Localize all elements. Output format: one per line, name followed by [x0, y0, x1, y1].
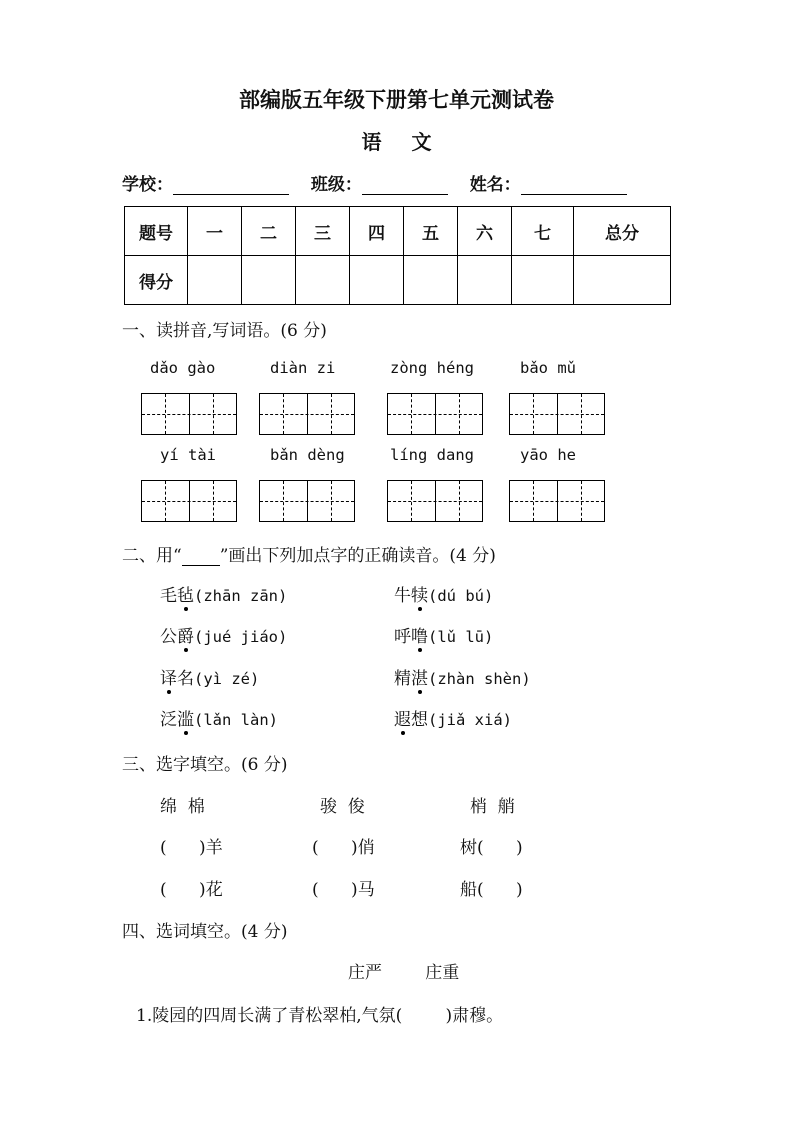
- char-group: 梢 艄: [470, 797, 515, 817]
- dotted-char: 滥: [177, 710, 194, 730]
- pinyin-label: yí tài: [160, 446, 216, 464]
- fill-blank[interactable]: ( )花: [160, 880, 223, 900]
- question-1[interactable]: 1.陵园的四周长满了青松翠柏,气氛( )肃穆。: [136, 1006, 504, 1026]
- score-cell[interactable]: [350, 256, 404, 305]
- writing-grid[interactable]: [259, 393, 355, 435]
- dotted-char: 遐: [394, 710, 411, 730]
- score-cell[interactable]: [242, 256, 296, 305]
- writing-grid[interactable]: [387, 480, 483, 522]
- table-cell: 一: [188, 207, 242, 256]
- underline-sample: [182, 551, 220, 566]
- table-cell: 题号: [125, 207, 188, 256]
- reading-item: [160, 581, 287, 606]
- section1-heading: 一、读拼音,写词语。(6 分): [122, 321, 327, 341]
- writing-grid[interactable]: [387, 393, 483, 435]
- table-cell: 得分: [125, 256, 188, 305]
- dotted-char: 噜: [411, 627, 428, 647]
- dotted-char: 毡: [177, 586, 194, 606]
- dotted-char: 爵: [177, 627, 194, 647]
- class-label: 班级：: [310, 175, 362, 195]
- item-char: 名: [177, 669, 194, 689]
- page-title: 部编版五年级下册第七单元测试卷: [239, 87, 554, 112]
- reading-item: [394, 581, 493, 606]
- pinyin-label: zòng héng: [390, 359, 474, 377]
- fill-blank[interactable]: ( )马: [312, 880, 375, 900]
- score-table: [124, 206, 671, 305]
- pinyin-label: bǎo mǔ: [520, 359, 576, 377]
- writing-grid[interactable]: [141, 480, 237, 522]
- item-char: 公: [160, 627, 177, 647]
- reading-item: [394, 664, 531, 689]
- pinyin-label: dǎo gào: [150, 359, 216, 377]
- item-char: 呼: [394, 627, 411, 647]
- section2-heading: [122, 541, 496, 566]
- pinyin-label: líng dang: [390, 446, 474, 464]
- item-char: 牛: [394, 586, 411, 606]
- subject-title: 语文: [361, 130, 462, 154]
- section4-heading: 四、选词填空。(4 分): [122, 922, 288, 942]
- table-cell: 三: [296, 207, 350, 256]
- fill-blank[interactable]: ( )俏: [312, 838, 375, 858]
- reading-item: [160, 705, 278, 730]
- pinyin-label: bǎn dèng: [270, 446, 345, 464]
- dotted-char: 译: [160, 669, 177, 689]
- pinyin-options[interactable]: (lǔ lū): [428, 628, 494, 646]
- writing-grid[interactable]: [509, 393, 605, 435]
- school-label: 学校：: [122, 175, 173, 195]
- item-char: 精: [394, 669, 411, 689]
- writing-grid[interactable]: [141, 393, 237, 435]
- school-field[interactable]: [173, 176, 289, 195]
- score-cell[interactable]: [188, 256, 242, 305]
- student-info-line: [122, 170, 627, 195]
- item-char: 想: [411, 710, 428, 730]
- pinyin-options[interactable]: (jiǎ xiá): [428, 711, 512, 729]
- reading-item: [160, 664, 259, 689]
- section2-heading-pre: 二、用“: [122, 546, 182, 566]
- score-cell[interactable]: [458, 256, 512, 305]
- score-cell[interactable]: [574, 256, 671, 305]
- dotted-char: 犊: [411, 586, 428, 606]
- dotted-char: 湛: [411, 669, 428, 689]
- table-cell: 六: [458, 207, 512, 256]
- pinyin-label: yāo he: [520, 446, 576, 464]
- class-field[interactable]: [362, 176, 448, 195]
- score-table-header-row: [125, 207, 671, 256]
- pinyin-options[interactable]: (zhàn shèn): [428, 670, 531, 688]
- char-group: 绵 棉: [160, 797, 205, 817]
- pinyin-options[interactable]: (lǎn làn): [194, 711, 278, 729]
- table-cell: 四: [350, 207, 404, 256]
- item-char: 泛: [160, 710, 177, 730]
- pinyin-options[interactable]: (zhān zān): [194, 587, 288, 605]
- table-cell: 七: [512, 207, 574, 256]
- name-field[interactable]: [521, 176, 627, 195]
- pinyin-options[interactable]: (dú bú): [428, 587, 494, 605]
- pinyin-options[interactable]: (yì zé): [194, 670, 260, 688]
- reading-item: [394, 622, 493, 647]
- fill-blank[interactable]: ( )羊: [160, 838, 223, 858]
- score-table-score-row: [125, 256, 671, 305]
- section3-heading: 三、选字填空。(6 分): [122, 755, 288, 775]
- score-cell[interactable]: [404, 256, 458, 305]
- fill-blank[interactable]: 树( ): [460, 838, 523, 858]
- pinyin-options[interactable]: (jué jiáo): [194, 628, 288, 646]
- section2-heading-post: ”画出下列加点字的正确读音。(4 分): [219, 546, 496, 566]
- score-cell[interactable]: [512, 256, 574, 305]
- char-group: 骏 俊: [320, 797, 365, 817]
- reading-item: [394, 705, 512, 730]
- reading-item: [160, 622, 287, 647]
- fill-blank[interactable]: 船( ): [460, 880, 523, 900]
- table-cell: 五: [404, 207, 458, 256]
- word-options: 庄严 庄重: [348, 963, 460, 983]
- pinyin-label: diàn zi: [270, 359, 336, 377]
- score-cell[interactable]: [296, 256, 350, 305]
- writing-grid[interactable]: [259, 480, 355, 522]
- item-char: 毛: [160, 586, 177, 606]
- table-cell: 总分: [574, 207, 671, 256]
- writing-grid[interactable]: [509, 480, 605, 522]
- table-cell: 二: [242, 207, 296, 256]
- name-label: 姓名：: [469, 175, 521, 195]
